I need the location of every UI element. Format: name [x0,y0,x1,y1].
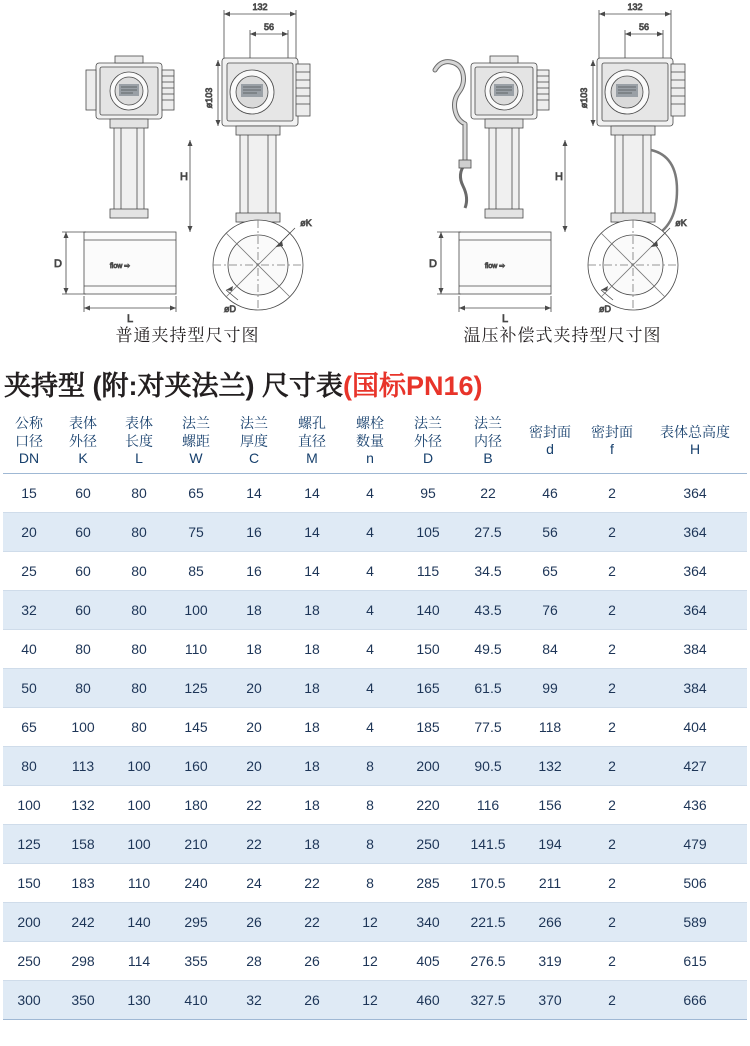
cell-w: 100 [167,590,225,629]
cell-l: 80 [111,551,167,590]
cell-n: 8 [341,824,399,863]
cell-d: 250 [399,824,457,863]
cell-m: 18 [283,590,341,629]
cell-b: 49.5 [457,629,519,668]
table-header-row [3,413,747,473]
cell-h: 384 [643,629,747,668]
cell-m: 18 [283,629,341,668]
cell-k: 60 [55,512,111,551]
cell-k: 113 [55,746,111,785]
cell-l: 80 [111,473,167,512]
figure-right-caption: 温压补偿式夹持型尺寸图 [463,326,662,345]
table-row [3,824,747,863]
col-header-m: 螺孔 直径 M [283,413,341,473]
dimensions-table [3,413,747,1020]
cell-w: 75 [167,512,225,551]
svg-text:L: L [126,313,134,325]
cell-h: 589 [643,902,747,941]
table-body [3,473,747,1019]
cell-dn: 200 [3,902,55,941]
cell-h: 666 [643,980,747,1019]
table-header [3,413,747,473]
table-row [3,746,747,785]
table-row [3,785,747,824]
svg-text:øD: øD [599,304,611,314]
cell-k: 100 [55,707,111,746]
svg-text:flow ⇨: flow ⇨ [109,263,131,270]
cell-b: 43.5 [457,590,519,629]
cell-d: 150 [399,629,457,668]
cell-n: 12 [341,902,399,941]
cell-k: 60 [55,551,111,590]
cell-c: 22 [225,824,283,863]
cell-n: 4 [341,512,399,551]
svg-text:H: H [180,171,188,183]
cell-h: 364 [643,590,747,629]
cell-w: 210 [167,824,225,863]
cell-b: 221.5 [457,902,519,941]
cell-seal-d: 370 [519,980,581,1019]
cell-dn: 32 [3,590,55,629]
cell-h: 427 [643,746,747,785]
cell-c: 20 [225,668,283,707]
cell-w: 355 [167,941,225,980]
table-row [3,980,747,1019]
cell-m: 26 [283,941,341,980]
cell-seal-d: 99 [519,668,581,707]
cell-d: 165 [399,668,457,707]
cell-seal-d: 56 [519,512,581,551]
cell-seal-f: 2 [581,824,643,863]
cell-m: 22 [283,902,341,941]
cell-m: 14 [283,551,341,590]
col-header-n: 螺栓 数量 n [341,413,399,473]
cell-b: 27.5 [457,512,519,551]
cell-seal-f: 2 [581,512,643,551]
cell-seal-f: 2 [581,980,643,1019]
cell-l: 80 [111,668,167,707]
col-header-seal-f: 密封面 f [581,413,643,473]
cell-dn: 150 [3,863,55,902]
cell-l: 110 [111,863,167,902]
cell-h: 506 [643,863,747,902]
cell-l: 114 [111,941,167,980]
cell-b: 170.5 [457,863,519,902]
col-header-l: 表体 长度 L [111,413,167,473]
cell-l: 80 [111,590,167,629]
cell-seal-f: 2 [581,785,643,824]
cell-b: 77.5 [457,707,519,746]
cell-d: 200 [399,746,457,785]
cell-seal-d: 76 [519,590,581,629]
cell-w: 410 [167,980,225,1019]
svg-text:132: 132 [252,2,268,12]
table-row [3,551,747,590]
cell-k: 242 [55,902,111,941]
cell-n: 8 [341,863,399,902]
col-header-c: 法兰 厚度 C [225,413,283,473]
cell-seal-d: 194 [519,824,581,863]
cell-b: 276.5 [457,941,519,980]
cell-c: 14 [225,473,283,512]
table-row [3,629,747,668]
cell-m: 14 [283,512,341,551]
cell-k: 80 [55,668,111,707]
cell-dn: 125 [3,824,55,863]
svg-text:øK: øK [675,218,687,228]
cell-seal-f: 2 [581,551,643,590]
cell-seal-d: 319 [519,941,581,980]
cell-dn: 20 [3,512,55,551]
cell-c: 20 [225,746,283,785]
cell-seal-d: 84 [519,629,581,668]
cell-c: 18 [225,590,283,629]
cell-d: 140 [399,590,457,629]
svg-text:D: D [54,258,62,270]
table-row [3,668,747,707]
cell-h: 615 [643,941,747,980]
table-row [3,902,747,941]
section-title [0,360,750,413]
cell-d: 95 [399,473,457,512]
table-row [3,590,747,629]
cell-seal-f: 2 [581,863,643,902]
cell-h: 384 [643,668,747,707]
cell-seal-d: 266 [519,902,581,941]
cell-n: 4 [341,551,399,590]
cell-c: 18 [225,629,283,668]
cell-seal-f: 2 [581,902,643,941]
table-row [3,473,747,512]
cell-n: 8 [341,785,399,824]
cell-c: 16 [225,551,283,590]
cell-seal-d: 46 [519,473,581,512]
cell-seal-f: 2 [581,590,643,629]
cell-l: 130 [111,980,167,1019]
cell-dn: 100 [3,785,55,824]
cell-m: 18 [283,668,341,707]
cell-l: 80 [111,512,167,551]
cell-c: 32 [225,980,283,1019]
cell-dn: 15 [3,473,55,512]
cell-seal-f: 2 [581,629,643,668]
cell-c: 24 [225,863,283,902]
cell-w: 110 [167,629,225,668]
cell-seal-d: 211 [519,863,581,902]
cell-seal-d: 118 [519,707,581,746]
cell-dn: 65 [3,707,55,746]
cell-d: 285 [399,863,457,902]
cell-c: 26 [225,902,283,941]
cell-k: 158 [55,824,111,863]
svg-text:D: D [429,258,437,270]
cell-w: 160 [167,746,225,785]
cell-c: 16 [225,512,283,551]
svg-text:132: 132 [627,2,643,12]
col-header-w: 法兰 螺距 W [167,413,225,473]
cell-k: 183 [55,863,111,902]
cell-k: 60 [55,590,111,629]
col-header-total-height: 表体总高度 H [643,413,747,473]
cell-m: 18 [283,746,341,785]
cell-m: 14 [283,473,341,512]
cell-n: 4 [341,473,399,512]
cell-m: 18 [283,785,341,824]
cell-d: 460 [399,980,457,1019]
cell-l: 80 [111,629,167,668]
cell-d: 340 [399,902,457,941]
cell-m: 26 [283,980,341,1019]
cell-dn: 25 [3,551,55,590]
figure-standard-wafer [0,0,375,360]
cell-n: 12 [341,980,399,1019]
cell-d: 115 [399,551,457,590]
cell-h: 436 [643,785,747,824]
cell-l: 140 [111,902,167,941]
cell-l: 100 [111,824,167,863]
cell-b: 61.5 [457,668,519,707]
svg-text:øD: øD [224,304,236,314]
figure-standard-wafer-svg [0,0,375,345]
table-row [3,512,747,551]
svg-text:øK: øK [300,218,312,228]
figure-left-caption: 普通夹持型尺寸图 [115,326,260,345]
cell-b: 22 [457,473,519,512]
col-header-seal-d: 密封面 d [519,413,581,473]
cell-d: 105 [399,512,457,551]
cell-m: 22 [283,863,341,902]
cell-w: 65 [167,473,225,512]
cell-l: 100 [111,746,167,785]
cell-n: 4 [341,629,399,668]
cell-h: 364 [643,473,747,512]
cell-seal-f: 2 [581,746,643,785]
cell-b: 34.5 [457,551,519,590]
cell-c: 20 [225,707,283,746]
cell-n: 4 [341,707,399,746]
cell-h: 364 [643,512,747,551]
svg-text:H: H [555,171,563,183]
cell-n: 4 [341,668,399,707]
col-header-d: 法兰 外径 D [399,413,457,473]
svg-text:flow ⇨: flow ⇨ [484,263,506,270]
cell-b: 327.5 [457,980,519,1019]
cell-h: 364 [643,551,747,590]
table-row [3,863,747,902]
cell-h: 479 [643,824,747,863]
table-row [3,707,747,746]
cell-b: 90.5 [457,746,519,785]
cell-d: 185 [399,707,457,746]
svg-text:56: 56 [263,22,275,32]
cell-dn: 50 [3,668,55,707]
table-row [3,941,747,980]
cell-dn: 80 [3,746,55,785]
cell-c: 28 [225,941,283,980]
cell-k: 80 [55,629,111,668]
cell-k: 132 [55,785,111,824]
cell-k: 350 [55,980,111,1019]
cell-l: 80 [111,707,167,746]
cell-seal-d: 132 [519,746,581,785]
col-header-k: 表体 外径 K [55,413,111,473]
cell-seal-f: 2 [581,707,643,746]
cell-n: 12 [341,941,399,980]
figure-temp-pressure-wafer [375,0,750,360]
cell-d: 220 [399,785,457,824]
cell-w: 295 [167,902,225,941]
cell-seal-d: 65 [519,551,581,590]
cell-seal-f: 2 [581,668,643,707]
cell-d: 405 [399,941,457,980]
svg-text:ø103: ø103 [204,87,214,109]
cell-w: 240 [167,863,225,902]
cell-m: 18 [283,824,341,863]
cell-n: 4 [341,590,399,629]
cell-b: 141.5 [457,824,519,863]
section-title-main: 夹持型 (附:对夹法兰) 尺寸表 [4,371,343,401]
figure-temp-pressure-wafer-svg [375,0,750,345]
cell-w: 145 [167,707,225,746]
svg-text:ø103: ø103 [579,87,589,109]
cell-seal-d: 156 [519,785,581,824]
cell-k: 298 [55,941,111,980]
section-title-accent: (国标PN16) [342,371,483,401]
cell-dn: 300 [3,980,55,1019]
cell-k: 60 [55,473,111,512]
cell-m: 18 [283,707,341,746]
cell-h: 404 [643,707,747,746]
cell-n: 8 [341,746,399,785]
cell-w: 180 [167,785,225,824]
cell-dn: 250 [3,941,55,980]
cell-c: 22 [225,785,283,824]
cell-seal-f: 2 [581,473,643,512]
col-header-b: 法兰 内径 B [457,413,519,473]
svg-text:56: 56 [638,22,650,32]
cell-dn: 40 [3,629,55,668]
cell-seal-f: 2 [581,941,643,980]
cell-w: 125 [167,668,225,707]
col-header-dn: 公称 口径 DN [3,413,55,473]
svg-text:L: L [501,313,509,325]
cell-w: 85 [167,551,225,590]
cell-l: 100 [111,785,167,824]
drawings-section [0,0,750,360]
cell-b: 116 [457,785,519,824]
